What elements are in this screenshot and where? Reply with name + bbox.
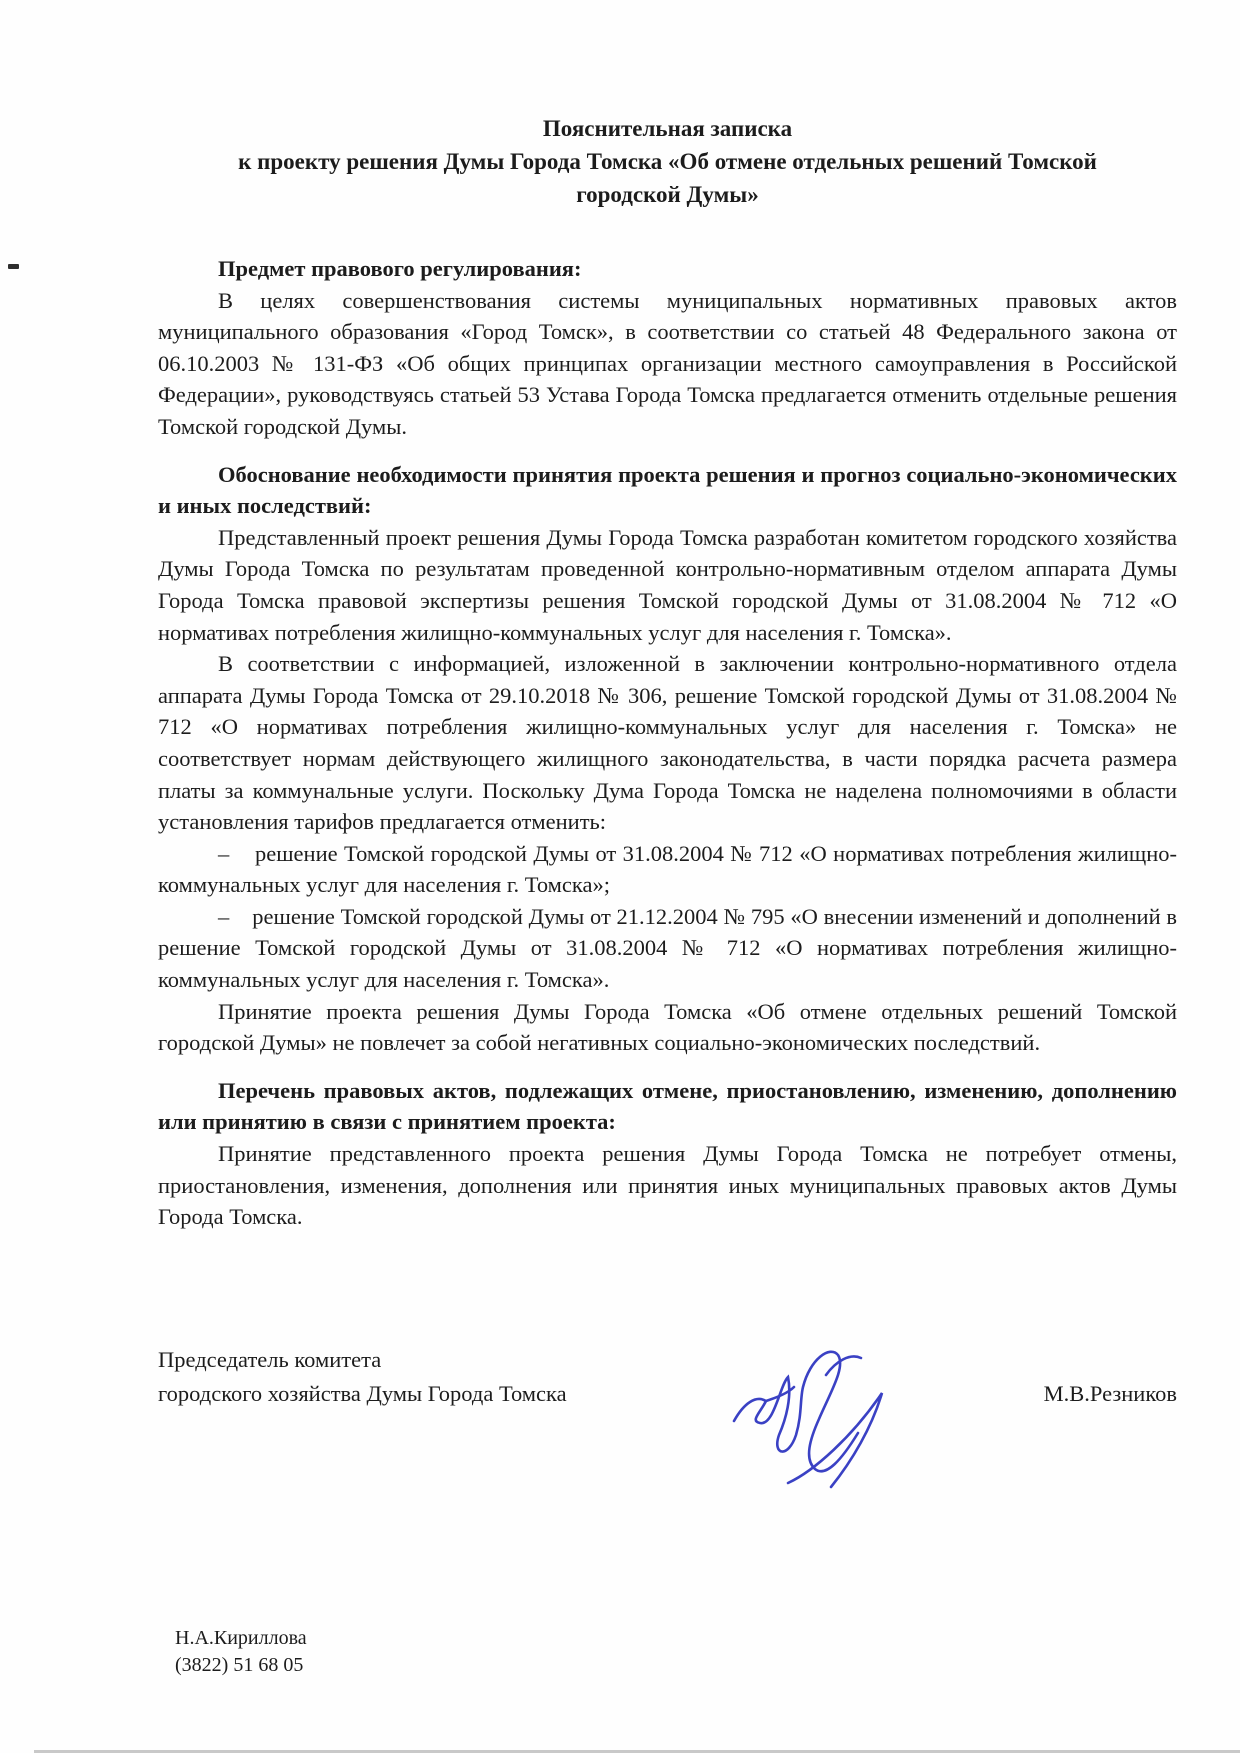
signatory-position-line-2: городского хозяйства Думы Города Томска	[158, 1380, 567, 1406]
paragraph-justification-1: Представленный проект решения Думы Города Томска разработан комитетом городского хозяйства Думы Города Томска по результатам проведенной контрольно-нормативным отделом аппарата Думы Города Томска правовой экспертизы решения Томской городской Думы от 31.08.2004 № 712 «О нормативах потребления жилищно-коммунальных услуг для населения г. Томска».	[158, 524, 1177, 645]
handwritten-signature	[730, 1337, 910, 1497]
contact-name: Н.А.Кириллова	[175, 1627, 307, 1649]
section-heading-justification: Обоснование необходимости принятия проекта решения и прогноз социально-экономических и иных последствий:	[158, 461, 1177, 519]
section-heading-acts-list: Перечень правовых актов, подлежащих отмене, приостановлению, изменению, дополнению или принятию в связи с принятием проекта:	[158, 1077, 1177, 1135]
list-item-decision-712: – решение Томской городской Думы от 31.08.2004 № 712 «О нормативах потребления жилищно-коммунальных услуг для населения г. Томска»;	[158, 840, 1177, 898]
signatory-name: М.В.Резников	[1043, 1380, 1177, 1406]
paragraph-justification-3: Принятие проекта решения Думы Города Томска «Об отмене отдельных решений Томской городской Думы» не повлечет за собой негативных социально-экономических последствий.	[158, 998, 1177, 1056]
paragraph-justification-2: В соответствии с информацией, изложенной в заключении контрольно-нормативного отдела аппарата Думы Города Томска от 29.10.2018 № 306, решение Томской городской Думы от 31.08.2004 № 712 «О нормативах потребления жилищно-коммунальных услуг для населения г. Томска» не соответствует нормам действующего жилищного законодательства, в части порядка расчета размера платы за коммунальные услуги. Поскольку Дума Города Томска не наделена полномочиями в области установления тарифов предлагается отменить:	[158, 651, 1177, 835]
title-line-2: к проекту решения Думы Города Томска «Об отмене отдельных решений Томской	[238, 149, 1097, 174]
scan-artifact-mark	[8, 264, 19, 269]
paragraph-acts-list-1: Принятие представленного проекта решения Думы Города Томска не потребует отмены, приостановления, изменения, дополнения или принятия иных муниципальных правовых актов Думы Города Томска.	[158, 1141, 1177, 1230]
title-line-1: Пояснительная записка	[542, 116, 793, 141]
document-title	[158, 0, 1177, 211]
paragraph-subject-1: В целях совершенствования системы муниципальных нормативных правовых актов муниципального образования «Город Томск», в соответствии со статьей 48 Федерального закона от 06.10.2003 № 131-ФЗ «Об общих принципах организации местного самоуправления в Российской Федерации», руководствуясь статьей 53 Устава Города Томска предлагается отменить отдельные решения Томской городской Думы.	[158, 287, 1177, 439]
list-item-decision-795: – решение Томской городской Думы от 21.12.2004 № 795 «О внесении изменений и дополнений в решение Томской городской Думы от 31.08.2004 № 712 «О нормативах потребления жилищно-коммунальных услуг для населения г. Томска».	[158, 903, 1177, 993]
signatory-position-line-1: Председатель комитета	[158, 1346, 382, 1372]
executor-contact	[175, 1625, 307, 1679]
contact-phone: (3822) 51 68 05	[175, 1654, 304, 1676]
document-content	[158, 0, 1177, 1503]
section-heading-subject: Предмет правового регулирования:	[218, 256, 582, 281]
title-line-3: городской Думы»	[576, 182, 759, 207]
signature-block	[158, 1343, 1177, 1503]
